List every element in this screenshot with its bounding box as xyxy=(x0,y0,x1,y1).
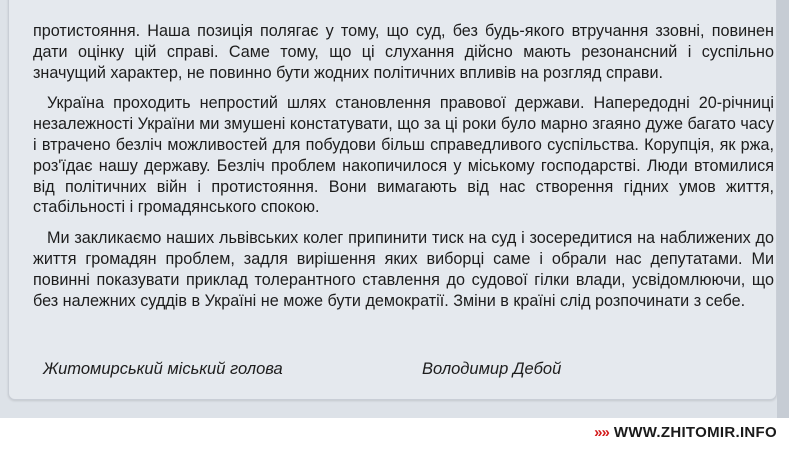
paragraph-1: протистояння. Наша позиція полягає у тому, що суд, без будь-якого втручання ззовні, повинен дати оцінку цій справі. Саме тому, що ці слухання дійсно мають резонансний і суспільно значущий характер, не повинно бути жодних політичних впливів на розгляд справи. xyxy=(33,22,774,82)
right-edge-strip xyxy=(777,0,789,418)
watermark-arrows-icon: »» xyxy=(594,424,609,441)
watermark-text: WWW.ZHITOMIR.INFO xyxy=(613,424,777,441)
site-watermark xyxy=(594,424,777,441)
cut-off-text-line xyxy=(33,0,774,1)
signature-position-title: Житомирський міський голова xyxy=(43,360,283,378)
document-body xyxy=(33,21,774,321)
signature-name: Володимир Дебой xyxy=(422,360,562,378)
document-panel xyxy=(8,0,777,400)
paragraph-2: Україна проходить непростий шлях становлення правової держави. Напередодні 20-річниці незалежності України ми змушені констатувати, що за ці роки було марно згаяно дуже багато часу і втрачено безліч можливостей для побудови більш справедливого суспільства. Корупція, як ржа, роз'їдає нашу державу. Безліч проблем накопичилося у міському господарстві. Люди втомилися від політичних війн і протистояння. Вони вимагають від нас створення гідних умов життя, стабільності і громадянського спокою. xyxy=(33,94,774,217)
paragraph-3: Ми закликаємо наших львівських колег припинити тиск на суд і зосередитися на наближених до життя громадян проблем, задля вирішення яких виборці саме і обрали нас депутатами. Ми повинні показувати приклад толерантного ставлення до судової гілки влади, усвідомлюючи, що без належних суддів в Україні не може бути демократії. Зміни в країні слід розпочинати з себе. xyxy=(33,229,774,310)
